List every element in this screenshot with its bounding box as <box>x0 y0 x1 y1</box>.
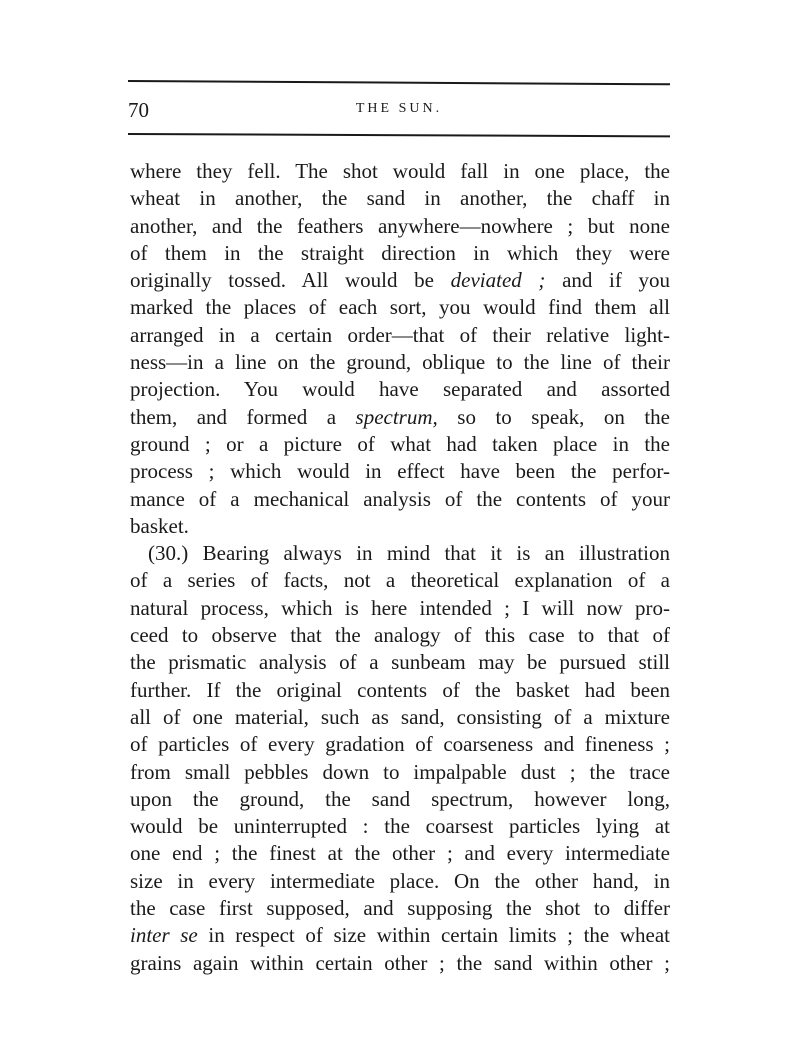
text-line: of a series of facts, not a theoretical explanation of a <box>130 568 670 593</box>
text-line: another, and the feathers anywhere—nowhere ; but none <box>130 213 670 238</box>
text-fragment: them, and formed a <box>130 404 356 429</box>
text-fragment: in respect of size within certain limits ; the wheat <box>197 923 670 948</box>
text-line: process ; which would in effect have been the perfor- <box>130 459 670 484</box>
text-line: mance of a mechanical analysis of the contents of your <box>130 486 670 511</box>
italic-term-deviated: deviated ; <box>450 268 546 293</box>
text-line <box>130 267 670 294</box>
text-line: where they fell. The shot would fall in one place, the <box>130 159 670 183</box>
text-line: ness—in a line on the ground, oblique to the line of their <box>130 350 670 375</box>
text-line: ground ; or a picture of what had taken place in the <box>130 431 670 456</box>
text-line: arranged in a certain order—that of their relative light- <box>130 322 670 347</box>
page-number: 70 <box>128 98 149 122</box>
text-line: marked the places of each sort, you would find them all <box>130 295 670 320</box>
running-head: THE SUN. <box>355 101 443 116</box>
text-fragment: and if you <box>545 268 671 293</box>
text-line: basket. <box>130 513 189 538</box>
text-line: natural process, which is here intended ; I will now pro- <box>130 595 670 620</box>
text-line: grains again within certain other ; the sand within other ; <box>130 950 670 975</box>
italic-term-spectrum: spectrum, <box>355 404 438 429</box>
text-line: wheat in another, the sand in another, the chaff in <box>130 186 670 211</box>
text-fragment: originally tossed. All would be <box>130 268 451 293</box>
text-line: further. If the original contents of the basket had been <box>130 677 670 702</box>
header-rule-bottom <box>128 133 670 137</box>
text-line: the case first supposed, and supposing the shot to differ <box>130 896 670 921</box>
text-line: projection. You would have separated and assorted <box>130 377 670 402</box>
text-line: all of one material, such as sand, consisting of a mixture <box>130 704 670 729</box>
text-line: size in every intermediate place. On the other hand, in <box>130 868 670 893</box>
paragraph-start-30: (30.) Bearing always in mind that it is an illustration <box>148 541 670 566</box>
text-line: would be uninterrupted : the coarsest particles lying at <box>130 814 670 839</box>
body-text <box>130 158 670 977</box>
text-line <box>130 404 670 431</box>
text-line: of them in the straight direction in which they were <box>130 240 670 265</box>
text-line <box>130 922 670 949</box>
header-rule-top <box>128 80 670 85</box>
text-fragment: so to speak, on the <box>437 404 670 429</box>
page-header <box>128 98 670 122</box>
text-line: upon the ground, the sand spectrum, however long, <box>130 786 670 811</box>
text-line: one end ; the finest at the other ; and every intermediate <box>130 841 670 866</box>
text-line: of particles of every gradation of coarseness and fineness ; <box>130 732 670 757</box>
text-line: ceed to observe that the analogy of this case to that of <box>130 623 670 648</box>
italic-term-inter-se: inter se <box>130 923 198 948</box>
text-line: the prismatic analysis of a sunbeam may be pursued still <box>130 650 670 675</box>
text-line: from small pebbles down to impalpable dust ; the trace <box>130 759 670 784</box>
